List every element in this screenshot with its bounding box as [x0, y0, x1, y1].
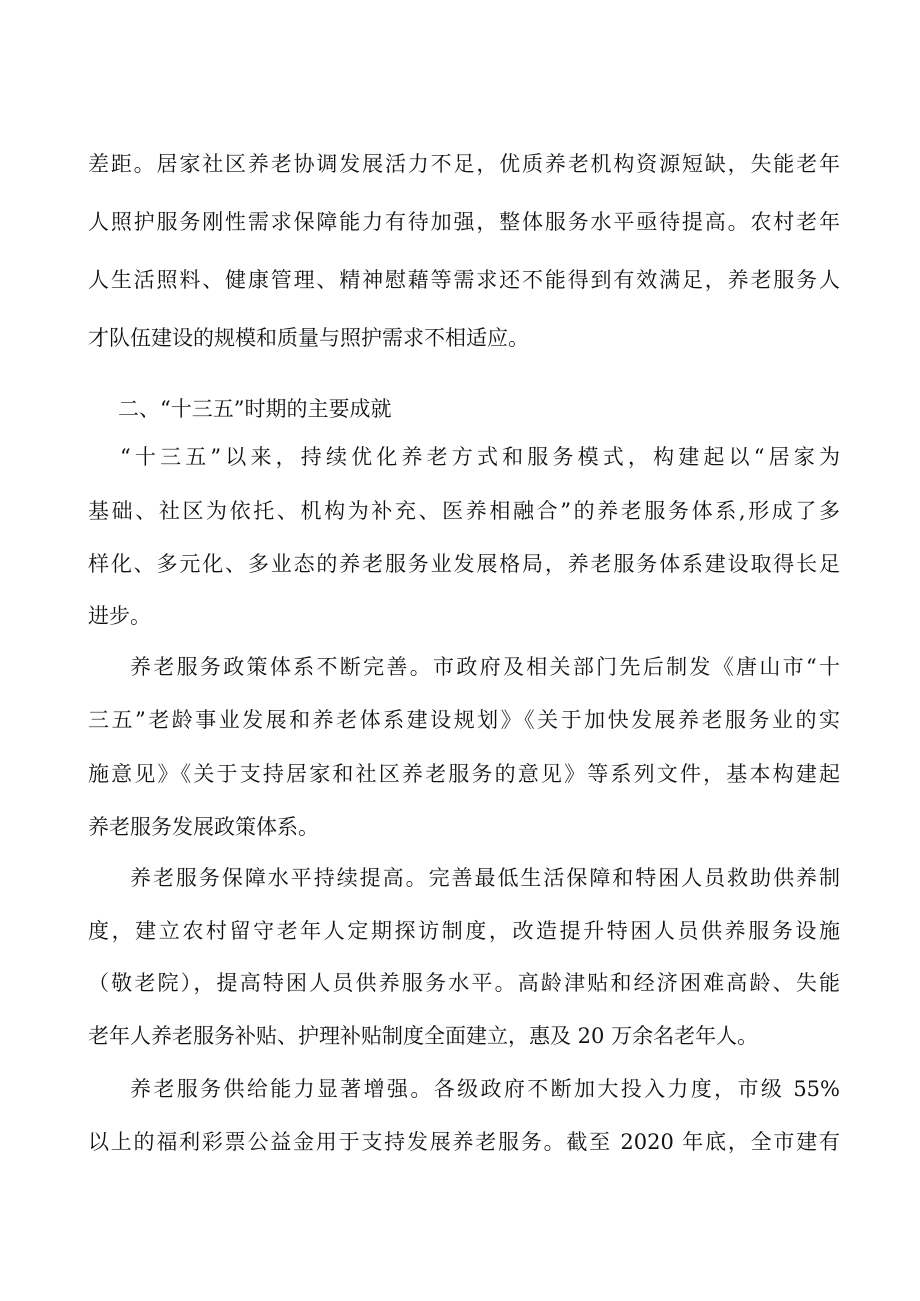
- text-line: 养老服务保障水平持续提高。完善最低生活保障和特困人员救助供养制: [130, 866, 840, 890]
- text-line: 养老服务发展政策体系。: [88, 815, 319, 839]
- text-line: （敬老院），提高特困人员供养服务水平。高龄津贴和经济困难高龄、失能: [88, 971, 840, 995]
- text-line: 基础、社区为依托、机构为补充、医养相融合”的养老服务体系,形成了多: [88, 499, 840, 523]
- text-line: 进步。: [88, 604, 151, 628]
- text-line: 养老服务政策体系不断完善。市政府及相关部门先后制发《唐山市“十: [130, 655, 840, 679]
- text-line: 施意见》《关于支持居家和社区养老服务的意见》等系列文件，基本构建起: [88, 762, 840, 786]
- text-line: “十三五”以来，持续优化养老方式和服务模式，构建起以“居家为: [120, 445, 840, 469]
- text-line: 三五”老龄事业发展和养老体系建设规划》《关于加快发展养老服务业的实: [88, 708, 840, 732]
- text-line: 度，建立农村留守老年人定期探访制度，改造提升特困人员供养服务设施: [88, 919, 840, 943]
- text-line: 差距。居家社区养老协调发展活力不足，优质养老机构资源短缺，失能老年: [88, 152, 840, 176]
- text-line: 才队伍建设的规模和质量与照护需求不相适应。: [88, 326, 529, 350]
- text-line: 样化、多元化、多业态的养老服务业发展格局，养老服务体系建设取得长足: [88, 552, 840, 576]
- text-line: 养老服务供给能力显著增强。各级政府不断加大投入力度，市级 55%: [130, 1077, 840, 1101]
- text-line: 人生活照料、健康管理、精神慰藉等需求还不能得到有效满足，养老服务人: [88, 268, 840, 292]
- text-line: 以上的福利彩票公益金用于支持发展养老服务。截至 2020 年底，全市建有: [88, 1130, 840, 1154]
- text-line: 人照护服务刚性需求保障能力有待加强，整体服务水平亟待提高。农村老年: [88, 210, 840, 234]
- section-heading: 二、“十三五”时期的主要成就: [118, 397, 392, 421]
- text-line: 老年人养老服务补贴、护理补贴制度全面建立，惠及 20 万余名老年人。: [88, 1024, 759, 1048]
